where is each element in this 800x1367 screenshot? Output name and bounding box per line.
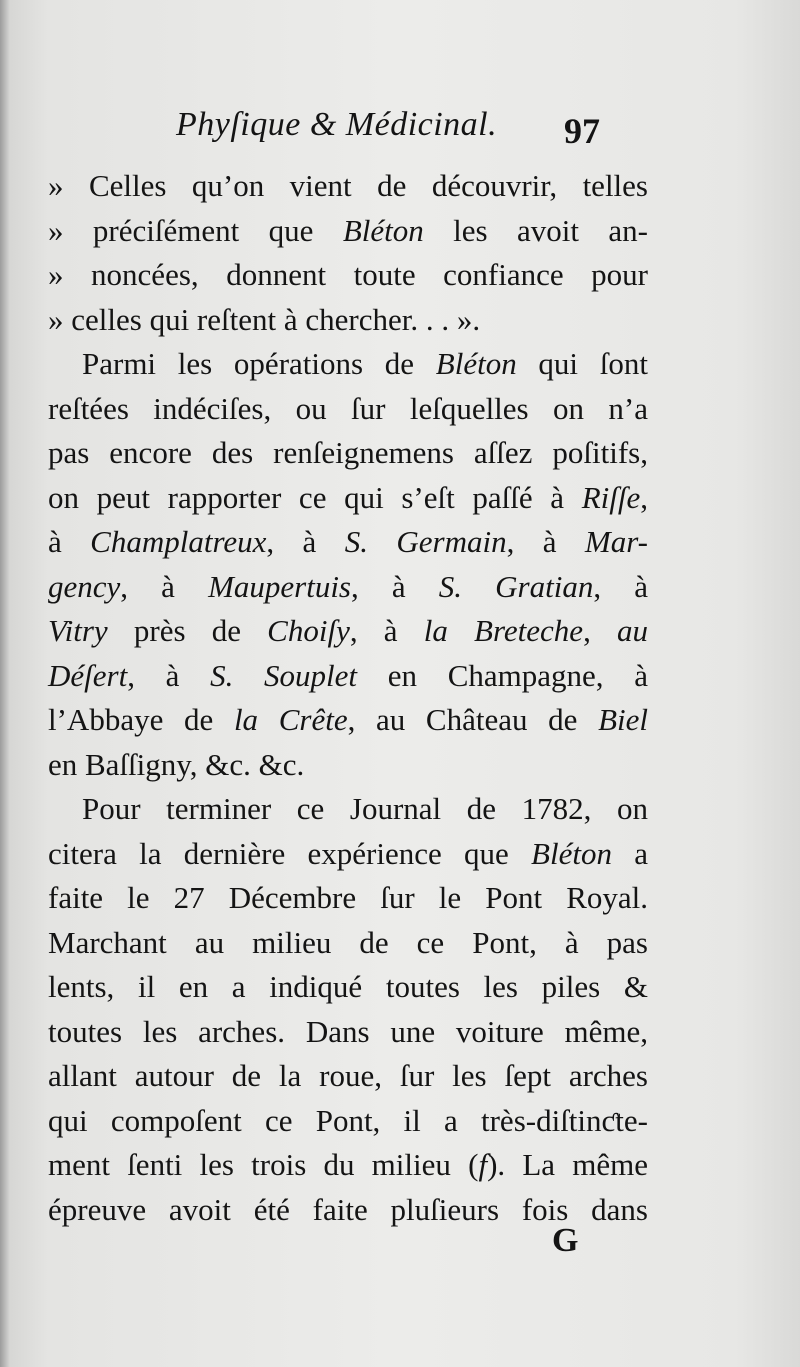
- italic-segment: la Crête: [233, 702, 348, 737]
- text-line: [48, 565, 648, 610]
- text-segment: près de: [107, 613, 268, 648]
- text-segment: , à: [506, 524, 585, 559]
- italic-segment: Déſert: [48, 657, 128, 693]
- italic-segment: la Breteche: [423, 613, 584, 648]
- text-segment: qui ſont: [516, 346, 648, 381]
- italic-segment: f: [478, 1147, 488, 1182]
- text-segment: ment ſenti les trois du milieu (: [48, 1147, 479, 1182]
- italic-segment: Biel: [598, 702, 648, 737]
- italic-segment: Choiſy: [267, 613, 350, 648]
- italic-segment: Champlatreux: [90, 524, 267, 559]
- text-line: [48, 520, 648, 565]
- italic-segment: Bléton: [531, 835, 612, 871]
- text-segment: , à: [593, 568, 648, 604]
- text-segment: ,: [583, 613, 618, 648]
- italic-segment: gency: [48, 568, 121, 604]
- text-segment: , à: [351, 568, 439, 604]
- italic-segment: S. Germain: [344, 524, 507, 559]
- text-segment: , à: [266, 524, 345, 559]
- text-line: [48, 698, 648, 743]
- text-segment: toutes les arches. Dans une voiture même,: [48, 1013, 648, 1049]
- italic-segment: Riſſe: [581, 479, 641, 515]
- text-segment: , à: [127, 657, 211, 693]
- text-segment: reſtées indéciſes, ou ſur leſquelles on n’a: [48, 390, 648, 426]
- page-header: [0, 106, 800, 156]
- text-segment: Marchant au milieu de ce Pont, à pas: [48, 924, 648, 960]
- text-segment: » Celles qu’on vient de découvrir, telles: [48, 168, 648, 203]
- italic-segment: Maupertuis: [208, 568, 351, 604]
- body-text: [48, 164, 648, 1232]
- text-segment: Parmi les opérations de: [82, 346, 436, 381]
- text-segment: citera la dernière expérience que: [48, 835, 532, 871]
- text-line: [48, 1099, 648, 1144]
- text-segment: faite le 27 Décembre ſur le Pont Royal.: [48, 880, 648, 915]
- text-segment: » préciſément que: [48, 212, 343, 248]
- text-line: [48, 1143, 648, 1188]
- text-line: [48, 342, 648, 387]
- text-line: [48, 476, 648, 521]
- text-segment: , au Château de: [347, 702, 599, 737]
- page-number: 97: [564, 111, 600, 151]
- text-segment: lents, il en a indiqué toutes les piles &: [48, 969, 648, 1004]
- italic-segment: Mar-: [584, 524, 648, 559]
- text-line: [48, 609, 648, 654]
- running-title: Phyſique & Médicinal.: [176, 106, 498, 143]
- text-segment: les avoit an-: [423, 212, 648, 248]
- text-segment: » noncées, donnent toute confiance pour: [48, 257, 648, 292]
- text-segment: allant autour de la roue, ſur les ſept arches: [48, 1058, 648, 1093]
- text-segment: Pour terminer ce Journal de 1782, on: [82, 791, 648, 826]
- text-segment: ,: [640, 479, 648, 515]
- text-segment: , à: [120, 568, 209, 604]
- text-line: [48, 387, 648, 432]
- text-line: [48, 164, 648, 209]
- text-segment: en Champagne, à: [357, 657, 648, 693]
- text-segment: on peut rapporter ce qui s’eſt paſſé à: [48, 479, 582, 515]
- text-line: [48, 209, 648, 254]
- signature-mark: G: [552, 1222, 579, 1259]
- text-line: [48, 253, 648, 298]
- text-line: [48, 965, 648, 1010]
- text-line: [48, 876, 648, 921]
- text-segment: qui compoſent ce Pont, il a très-diſtinƈte-: [48, 1102, 648, 1138]
- text-segment: l’Abbaye de: [48, 702, 234, 737]
- text-line: [48, 832, 648, 877]
- italic-segment: S. Gratian: [438, 568, 594, 604]
- text-line: [48, 921, 648, 966]
- text-line: [48, 298, 648, 343]
- text-line: [48, 1054, 648, 1099]
- text-segment: ). La même: [487, 1147, 648, 1182]
- text-segment: » celles qui reſtent à chercher. . . ».: [48, 301, 481, 337]
- italic-segment: au: [617, 613, 649, 648]
- text-segment: en Baſſigny, &c. &c.: [48, 746, 305, 782]
- text-line: [48, 431, 648, 476]
- italic-segment: Bléton: [342, 212, 424, 248]
- text-segment: épreuve avoit été faite pluſieurs fois dans: [48, 1191, 648, 1227]
- text-segment: , à: [349, 613, 424, 648]
- text-line: [48, 654, 648, 699]
- italic-segment: Bléton: [435, 346, 517, 381]
- text-line: [48, 1010, 648, 1055]
- text-segment: a: [611, 835, 648, 871]
- text-segment: pas encore des renſeignemens aſſez poſitifs,: [48, 435, 648, 470]
- italic-segment: S. Souplet: [210, 657, 358, 693]
- text-segment: à: [48, 524, 91, 559]
- text-line: [48, 743, 648, 788]
- italic-segment: Vitry: [48, 613, 108, 648]
- text-line: [48, 787, 648, 832]
